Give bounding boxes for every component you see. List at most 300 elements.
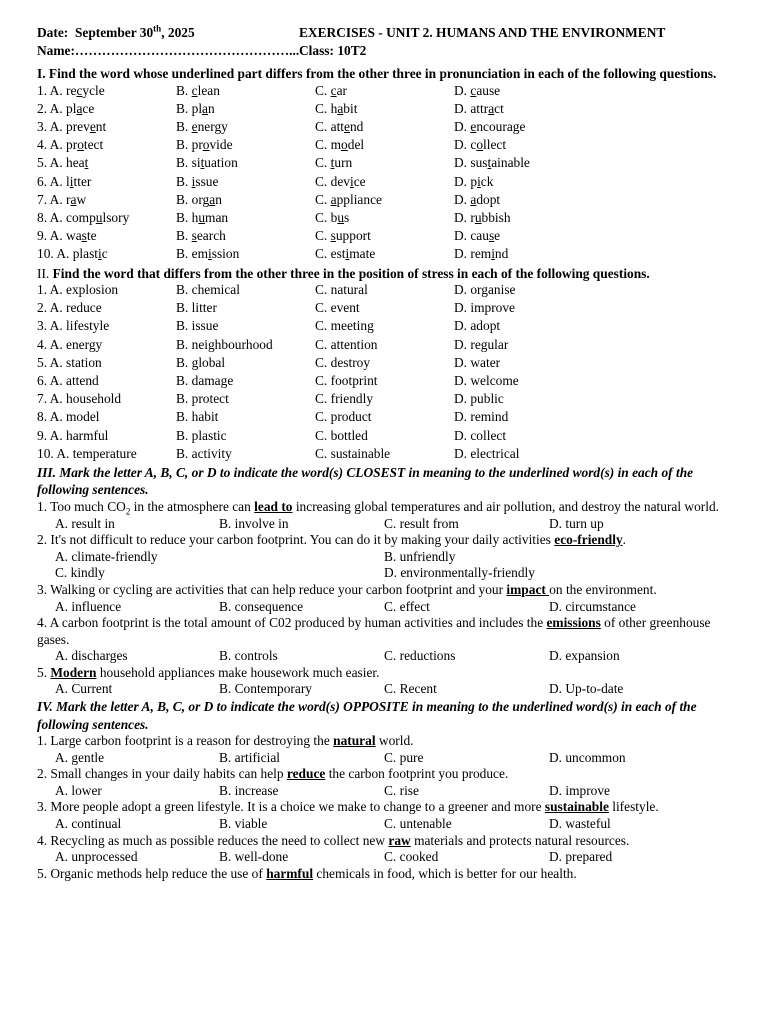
option-b: B. global	[176, 354, 226, 370]
s4-question-5	[37, 866, 731, 883]
option-d: D. electrical	[454, 445, 520, 461]
q-text: lifestyle.	[608, 799, 659, 815]
word-start: hea	[66, 155, 85, 171]
option-c	[315, 119, 363, 135]
option-a: A. lower	[55, 782, 102, 798]
word-end: bit	[343, 100, 358, 116]
word-start: C.	[315, 82, 331, 98]
word-start: B. org	[176, 191, 210, 207]
s1-question-2	[37, 101, 731, 119]
option-b: B. artificial	[219, 749, 280, 765]
s3-q3-options	[37, 599, 731, 616]
underlined-letter: o	[202, 137, 210, 153]
option-a: 10. A. temperature	[37, 445, 137, 461]
word-start: C.	[315, 155, 331, 171]
option-c: C. bottled	[315, 427, 368, 443]
option-c: C. effect	[384, 598, 430, 614]
underlined-key: natural	[333, 733, 376, 749]
underlined-letter: c	[76, 82, 83, 98]
option-c	[315, 101, 357, 117]
option-a	[37, 210, 129, 226]
s1-question-7	[37, 192, 731, 210]
underlined-key: harmful	[266, 865, 314, 881]
s2-question-2	[37, 300, 731, 318]
word-end: tect	[83, 137, 104, 153]
word-start: pl	[66, 100, 77, 116]
option-d	[454, 137, 506, 153]
option-a: 7. A. household	[37, 391, 122, 407]
word-start: D. r	[454, 210, 475, 225]
option-b: B. involve in	[219, 515, 289, 531]
s4-question-1	[37, 733, 731, 750]
s2-question-10	[37, 446, 731, 464]
word-end: e	[494, 228, 501, 244]
word-start: 9. A.	[37, 228, 67, 244]
option-d	[454, 101, 504, 117]
s1-question-5	[37, 155, 731, 173]
option-c: C. attention	[315, 336, 378, 352]
option-d: D. wasteful	[549, 816, 611, 832]
option-d	[454, 228, 500, 244]
word-start: 7. A.	[37, 191, 67, 207]
s1-question-1	[37, 83, 731, 101]
word-end: nergy	[197, 119, 228, 135]
option-c: C. cooked	[384, 849, 439, 865]
word-start: 4. A.	[37, 137, 67, 153]
word-start: D.	[454, 119, 471, 135]
option-d: D. organise	[454, 282, 516, 298]
worksheet-page	[37, 25, 731, 882]
option-d: D. turn up	[549, 515, 604, 531]
underlined-letter: i	[491, 246, 495, 262]
s4-q2-options	[37, 783, 731, 800]
underlined-key: impact	[506, 581, 550, 597]
option-b: B. Contemporary	[219, 681, 312, 697]
word-start: C.	[315, 191, 331, 207]
underlined-letter: t	[487, 155, 492, 171]
underlined-key: sustainable	[544, 799, 609, 815]
q-text: world.	[375, 733, 414, 749]
option-d: D. improve	[454, 300, 515, 316]
word-start: D. cau	[454, 228, 489, 244]
option-a: A. result in	[55, 515, 115, 531]
section-1-questions	[37, 83, 731, 265]
word-start: 1. A.	[37, 82, 67, 98]
option-b: B. damage	[176, 373, 234, 388]
s4-question-3	[37, 799, 731, 816]
option-d	[454, 174, 493, 190]
option-a	[37, 228, 97, 244]
option-b	[176, 119, 228, 135]
q-text: 4. A carbon footprint is the total amount of C02 produced by human activities and includes the	[37, 615, 547, 631]
s3-q1-options	[37, 516, 731, 533]
s1-question-10	[37, 246, 731, 264]
word-end: te	[86, 228, 97, 244]
word-start: C. b	[315, 210, 338, 225]
underlined-letter: s	[488, 228, 495, 244]
s2-question-8	[37, 409, 731, 427]
q-text: of other greenhouse gases.	[37, 615, 711, 647]
option-b	[176, 101, 215, 117]
q-text: the carbon footprint you produce.	[325, 766, 509, 782]
s1-question-4	[37, 137, 731, 155]
option-b: B. controls	[219, 648, 278, 664]
option-b	[176, 192, 222, 208]
word-end: bbish	[481, 210, 511, 225]
underlined-letter: a	[330, 191, 337, 207]
option-b: B. viable	[219, 816, 268, 832]
word-start: D. sus	[454, 155, 488, 171]
underlined-letter: o	[77, 137, 84, 153]
underlined-letter: a	[209, 191, 216, 207]
q-text: 5.	[37, 664, 51, 680]
underlined-letter: o	[341, 137, 348, 153]
option-a: A. unprocessed	[55, 849, 138, 865]
option-a: 3. A. lifestyle	[37, 318, 110, 334]
option-a	[37, 137, 103, 153]
word-start: 8. A.	[37, 210, 67, 225]
q-text: chemicals in food, which is better for our health.	[313, 865, 577, 881]
option-a: 5. A. station	[37, 354, 102, 370]
option-d: D. welcome	[454, 373, 519, 388]
word-start: C. h	[315, 100, 338, 116]
option-d: D. public	[454, 391, 504, 407]
s2-question-3	[37, 318, 731, 336]
option-a	[37, 155, 88, 171]
option-b: B. litter	[176, 300, 217, 316]
option-c	[315, 192, 382, 208]
word-start: B. si	[176, 155, 201, 171]
q-text: 1. Too much CO	[37, 498, 126, 514]
underlined-letter: i	[477, 173, 481, 189]
option-a	[37, 192, 86, 208]
underlined-letter: t	[330, 155, 335, 171]
s4-q4-options	[37, 849, 731, 866]
word-end: earch	[196, 228, 226, 244]
option-c: C. meeting	[315, 318, 374, 334]
word-end: del	[347, 137, 365, 153]
q-text: 5. Organic methods help reduce the use of	[37, 865, 267, 881]
word-start: B. pr	[176, 137, 203, 153]
word-end: ncourage	[476, 119, 526, 135]
option-a: A. influence	[55, 598, 122, 614]
option-a: 2. A. reduce	[37, 300, 102, 316]
option-c	[315, 228, 371, 244]
word-end: ct	[494, 100, 504, 116]
s2-question-6	[37, 373, 731, 391]
section-2-number: II.	[37, 265, 50, 281]
option-c	[315, 155, 352, 171]
word-start: B. em	[176, 246, 208, 262]
option-a: A. gentle	[55, 749, 105, 765]
s2-question-4	[37, 337, 731, 355]
s2-question-7	[37, 391, 731, 409]
word-start: D.	[454, 191, 471, 207]
option-d: D. circumstance	[549, 598, 636, 614]
s3-q5-options	[37, 681, 731, 698]
word-start: r	[66, 191, 71, 207]
option-c: C. rise	[384, 782, 419, 798]
underlined-letter: c	[470, 82, 477, 98]
section-2-text: Find the word that differs from the other three in the position of stress in each of the following questions.	[49, 265, 650, 281]
s3-q4-options	[37, 648, 731, 665]
q-text: 3. More people adopt a green lifestyle. It is a choice we make to change to a greener and more	[37, 799, 545, 815]
q-text: increasing global temperatures and air pollution, and destroy the natural world.	[292, 498, 719, 514]
header-row	[37, 25, 731, 43]
s1-question-9	[37, 228, 731, 246]
option-d: D. adopt	[454, 318, 501, 334]
option-b: B. protect	[176, 391, 229, 407]
word-end: ycle	[82, 82, 105, 98]
option-a: A. climate-friendly	[55, 548, 158, 564]
option-c	[315, 246, 375, 262]
underlined-letter: e	[470, 119, 477, 135]
option-b	[176, 246, 239, 262]
word-end: ainable	[491, 155, 530, 171]
underlined-letter: a	[488, 100, 495, 116]
date-suffix: th	[153, 23, 162, 34]
section-4-title: IV. Mark the letter A, B, C, or D to indicate the word(s) OPPOSITE in meaning to the underlined word(s) in each of the following sentences.	[37, 699, 697, 732]
word-start: D. c	[454, 137, 477, 153]
word-end: nd	[494, 246, 509, 262]
q-text: 2. Small changes in your daily habits can help	[37, 766, 287, 782]
date-line	[37, 25, 195, 41]
underlined-key: eco-friendly	[554, 532, 623, 548]
q-text: 1. Large carbon footprint is a reason for destroying the	[37, 733, 334, 749]
option-a	[37, 101, 94, 117]
s2-question-1	[37, 282, 731, 300]
s3-q2-options-row1	[37, 549, 731, 566]
word-start: 6. A.	[37, 173, 67, 189]
option-d: D. expansion	[549, 648, 620, 664]
word-end: n	[208, 100, 215, 116]
word-start: B. pl	[176, 100, 203, 116]
option-a: A. Current	[55, 681, 113, 697]
underlined-letter: t	[200, 155, 205, 171]
word-start: 5. A.	[37, 155, 67, 171]
option-a	[37, 246, 108, 262]
s1-question-8	[37, 210, 731, 228]
option-d: D. Up-to-date	[549, 681, 624, 697]
word-end: n	[215, 191, 222, 207]
word-start: pr	[66, 137, 78, 153]
word-start: C.	[315, 228, 331, 244]
option-c: C. kindly	[55, 565, 105, 581]
word-end: dopt	[476, 191, 501, 207]
option-b	[176, 155, 238, 171]
underlined-letter: c	[191, 82, 198, 98]
option-d	[454, 246, 508, 262]
s2-question-5	[37, 355, 731, 373]
q-text: .	[622, 532, 627, 548]
word-end: nt	[95, 119, 107, 135]
option-c: C. natural	[315, 282, 368, 298]
word-end: tter	[73, 173, 92, 189]
option-b: B. chemical	[176, 282, 240, 298]
underlined-letter: u	[474, 210, 482, 225]
underlined-letter: a	[337, 100, 344, 116]
word-start: D.	[454, 82, 471, 98]
option-b	[176, 174, 218, 190]
option-d: D. uncommon	[549, 749, 626, 765]
underlined-key: raw	[388, 832, 411, 848]
word-start: B.	[176, 173, 192, 189]
option-d: D. environmentally-friendly	[384, 565, 535, 581]
option-a: 9. A. harmful	[37, 427, 109, 443]
underlined-letter: i	[349, 173, 354, 189]
option-c: C. Recent	[384, 681, 437, 697]
underlined-letter: i	[345, 246, 350, 262]
underlined-letter: u	[337, 210, 345, 225]
word-end: s	[344, 210, 350, 225]
underlined-letter: e	[344, 119, 350, 135]
class-label: Class: 10T2	[299, 43, 367, 59]
s3-question-5	[37, 665, 731, 682]
word-end: ause	[476, 82, 501, 98]
s3-q2-options-row2	[37, 565, 731, 582]
underlined-letter: t	[84, 155, 89, 171]
word-start: l	[66, 173, 70, 189]
option-d: D. improve	[549, 782, 610, 798]
word-start: plast	[72, 246, 99, 262]
word-start: prev	[66, 119, 90, 135]
s4-question-2	[37, 766, 731, 783]
word-end: llect	[483, 137, 507, 153]
word-end: ck	[480, 173, 494, 189]
option-c	[315, 210, 349, 226]
page-title: EXERCISES - UNIT 2. HUMANS AND THE ENVIRONMENT	[299, 25, 666, 40]
option-d: D. collect	[454, 427, 507, 443]
option-c: C. result from	[384, 515, 459, 531]
word-start: C. m	[315, 137, 342, 153]
q-text: 2. It's not difficult to reduce your carbon footprint. You can do it by making your daily activities	[37, 532, 555, 548]
word-start: B.	[176, 228, 192, 244]
q-text: in the atmosphere can	[130, 498, 255, 514]
option-a	[37, 174, 91, 190]
word-start: comp	[66, 210, 96, 225]
underlined-key: reduce	[286, 766, 326, 782]
option-a: 1. A. explosion	[37, 282, 119, 298]
option-d	[454, 192, 500, 208]
underlined-letter: u	[198, 210, 206, 225]
underlined-key: lead to	[254, 498, 293, 514]
underlined-letter: c	[330, 82, 337, 98]
word-end: nd	[349, 119, 364, 135]
word-end: upport	[335, 228, 371, 244]
underlined-letter: i	[191, 173, 196, 189]
underlined-letter: o	[476, 137, 484, 153]
date-label: Date:	[37, 25, 69, 40]
option-c: C. destroy	[315, 354, 371, 370]
section-2-questions	[37, 282, 731, 464]
option-b: B. plastic	[176, 427, 227, 443]
underlined-letter: s	[81, 228, 87, 244]
underlined-letter: e	[191, 119, 198, 135]
word-end: ce	[82, 100, 95, 116]
underlined-letter: u	[95, 210, 103, 225]
date-year: , 2025	[161, 25, 195, 40]
option-c: C. sustainable	[315, 445, 391, 461]
section-1-title: I. Find the word whose underlined part differs from the other three in pronunciation in each of the following questions.	[37, 66, 717, 82]
s3-question-3	[37, 582, 731, 599]
s2-question-9	[37, 428, 731, 446]
option-b	[176, 210, 228, 226]
underlined-letter: i	[69, 173, 74, 189]
option-a: 4. A. energy	[37, 336, 103, 352]
option-b: B. increase	[219, 782, 279, 798]
word-end: lsory	[102, 210, 130, 225]
s3-question-2	[37, 532, 731, 549]
option-b: B. habit	[176, 409, 219, 425]
option-b: B. issue	[176, 318, 219, 334]
word-start: B. h	[176, 210, 199, 225]
date-month-day: September 30	[74, 25, 154, 40]
option-a	[37, 119, 106, 135]
option-a: A. discharges	[55, 648, 128, 664]
word-start: B.	[176, 119, 192, 135]
option-b: B. neighbourhood	[176, 336, 273, 352]
word-start: C. est	[315, 246, 346, 262]
option-c: C. pure	[384, 749, 424, 765]
option-c: C. footprint	[315, 373, 378, 388]
option-d: D. remind	[454, 409, 509, 425]
word-end: vide	[209, 137, 233, 153]
name-row	[37, 43, 731, 65]
q-text: 3. Walking or cycling are activities that can help reduce your carbon footprint and your	[37, 581, 507, 597]
word-end: ssue	[195, 173, 219, 189]
option-d: D. water	[454, 354, 501, 370]
option-a	[37, 83, 105, 99]
word-start: 2. A.	[37, 100, 67, 116]
option-d	[454, 83, 500, 99]
word-end: mate	[349, 246, 376, 262]
word-start: D. rem	[454, 246, 492, 262]
option-c	[315, 137, 364, 153]
option-c: C. untenable	[384, 816, 452, 832]
s4-question-4	[37, 833, 731, 850]
word-end: lean	[197, 82, 220, 98]
underlined-letter: s	[330, 228, 336, 244]
word-end: urn	[334, 155, 353, 171]
underlined-letter: e	[89, 119, 96, 135]
s4-q3-options	[37, 816, 731, 833]
option-d	[454, 119, 525, 135]
word-start: B.	[176, 82, 192, 98]
underlined-key: Modern	[50, 664, 97, 680]
option-b	[176, 83, 220, 99]
section-2-title	[37, 265, 731, 283]
option-c	[315, 83, 347, 99]
word-start: D. attr	[454, 100, 489, 116]
underlined-letter: a	[76, 100, 83, 116]
s1-question-3	[37, 119, 731, 137]
option-b: B. well-done	[219, 849, 289, 865]
s3-question-4	[37, 615, 731, 648]
option-c	[315, 174, 366, 190]
subscript: 2	[125, 506, 131, 517]
q-text: on the environment.	[549, 581, 657, 597]
s3-question-1	[37, 499, 731, 516]
underlined-letter: s	[191, 228, 197, 244]
q-text: 4. Recycling as much as possible reduces the need to collect new	[37, 832, 389, 848]
word-end: ar	[336, 82, 347, 98]
underlined-letter: i	[98, 246, 102, 262]
word-end: man	[205, 210, 229, 225]
q-text: household appliances make housework much easier.	[96, 664, 380, 680]
name-label: Name:…………………………………………...	[37, 43, 300, 59]
option-c: C. friendly	[315, 391, 374, 407]
word-start: 3. A.	[37, 119, 67, 135]
